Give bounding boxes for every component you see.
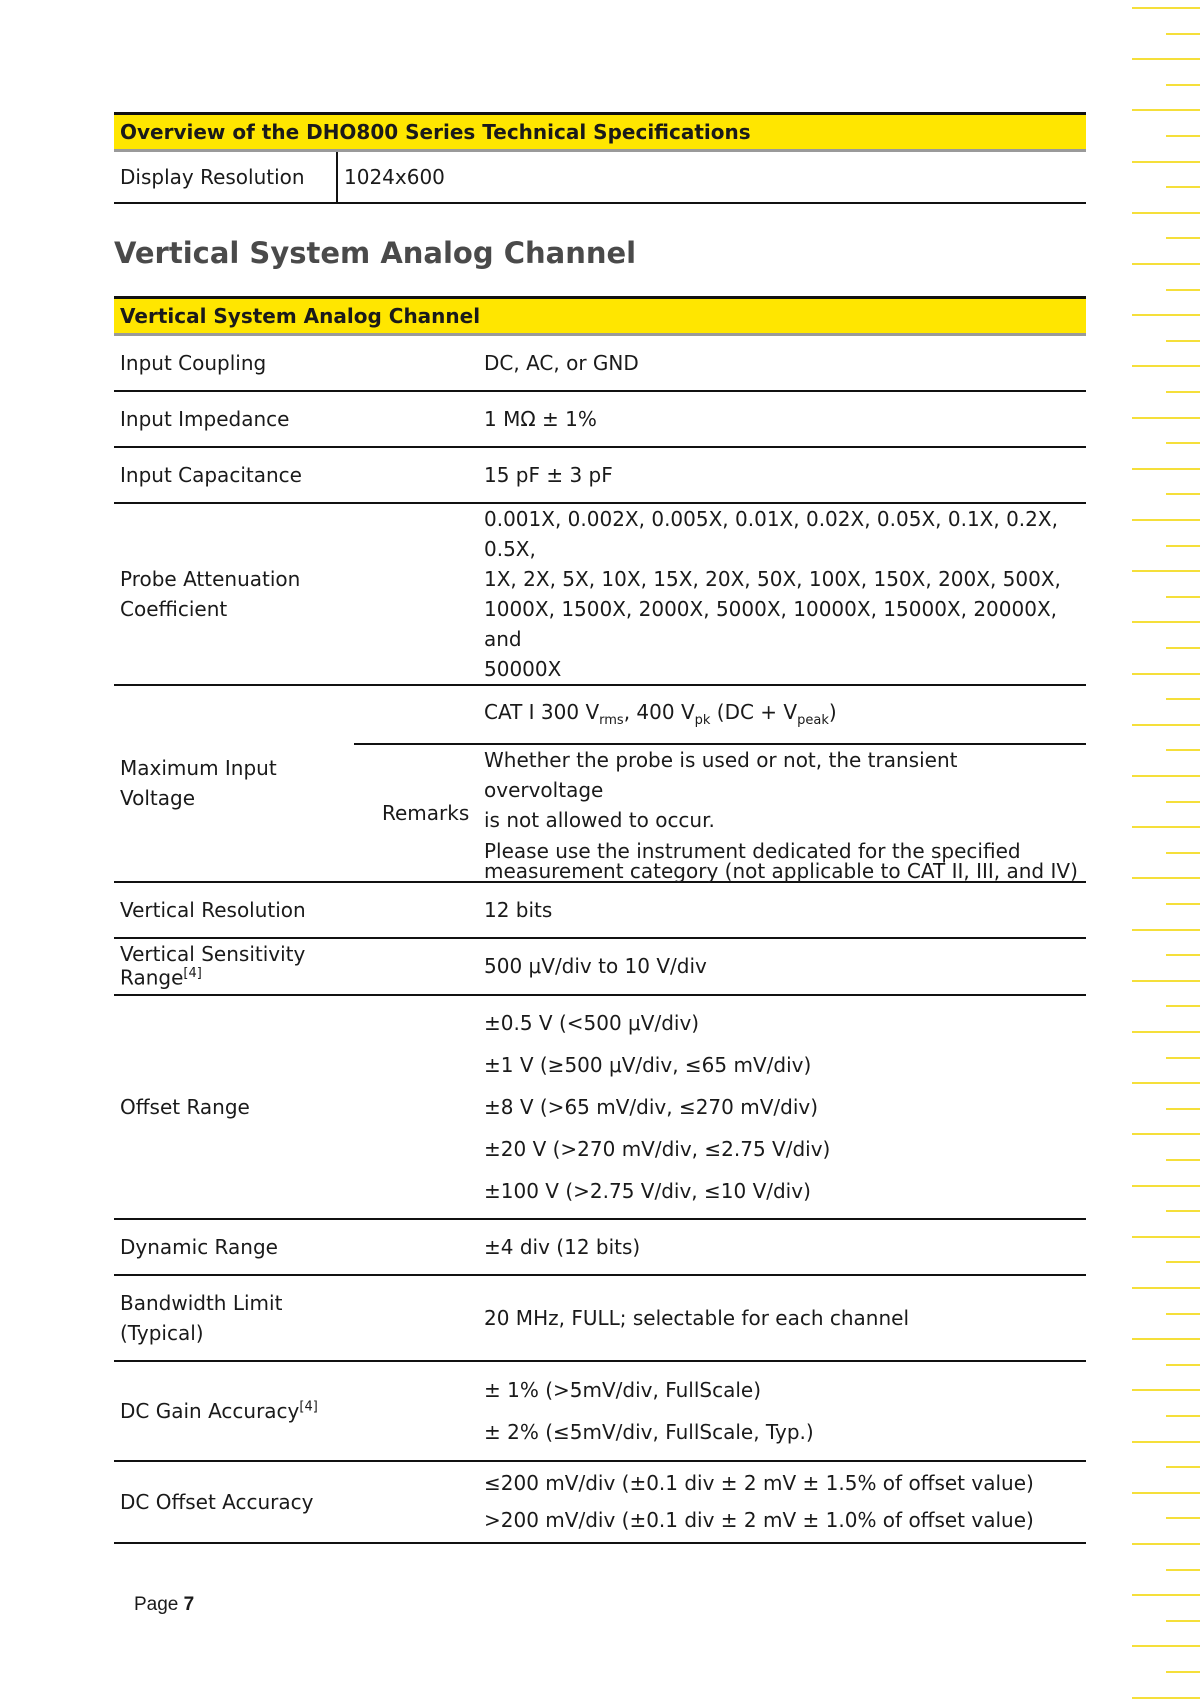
ruler-tick (1166, 1466, 1200, 1468)
spec-label (114, 685, 354, 882)
overview-table (114, 112, 1086, 204)
spec-label: Input Capacitance (114, 447, 478, 503)
spec-label: Input Impedance (114, 391, 478, 447)
spec-label (114, 1361, 478, 1461)
label-line: (Typical) (120, 1320, 204, 1345)
ruler-tick (1166, 596, 1200, 598)
ruler-tick (1132, 417, 1200, 419)
ruler-tick (1166, 1210, 1200, 1212)
table-row (114, 1361, 1086, 1461)
ruler-tick (1166, 135, 1200, 137)
ruler-tick (1166, 1620, 1200, 1622)
ruler-tick (1132, 673, 1200, 675)
ruler-tick (1166, 903, 1200, 905)
ruler-tick (1166, 749, 1200, 751)
spec-value: 1024x600 (337, 151, 1086, 203)
table-row (114, 335, 1086, 391)
table-row (114, 503, 1086, 685)
edge-ruler-decoration (1128, 0, 1200, 1697)
table-row (114, 938, 1086, 995)
ruler-tick (1166, 1313, 1200, 1315)
table-row (114, 447, 1086, 503)
value-line: Please use the instrument dedicated for the specified (484, 838, 1021, 863)
value-line: 50000X (484, 656, 562, 681)
ruler-tick (1132, 1338, 1200, 1340)
table-row (114, 1461, 1086, 1543)
cat-prefix: CAT I 300 V (484, 700, 600, 724)
ruler-tick (1132, 1031, 1200, 1033)
ruler-tick (1132, 826, 1200, 828)
ruler-tick (1166, 1057, 1200, 1059)
spec-label: DC Offset Accuracy (114, 1461, 478, 1543)
label-line: Voltage (120, 786, 196, 810)
label-line: Coefficient (120, 596, 228, 621)
value-line: is not allowed to occur. (484, 807, 715, 832)
value-line: ±100 V (>2.75 V/div, ≤10 V/div) (484, 1178, 811, 1203)
table-row (114, 1275, 1086, 1361)
ruler-tick (1166, 340, 1200, 342)
value-line: ±8 V (>65 mV/div, ≤270 mV/div) (484, 1094, 819, 1119)
ruler-tick (1132, 1287, 1200, 1289)
ruler-tick (1132, 724, 1200, 726)
ruler-tick (1166, 493, 1200, 495)
spec-label: Dynamic Range (114, 1219, 478, 1275)
label-line: Vertical Sensitivity (120, 942, 306, 967)
spec-value: DC, AC, or GND (478, 335, 1086, 391)
ruler-tick (1132, 1441, 1200, 1443)
ruler-tick (1132, 109, 1200, 111)
ruler-tick (1132, 519, 1200, 521)
ruler-tick (1166, 698, 1200, 700)
ruler-tick (1166, 545, 1200, 547)
ruler-tick (1132, 570, 1200, 572)
ruler-tick (1132, 1133, 1200, 1135)
ruler-tick (1166, 237, 1200, 239)
ruler-tick (1132, 980, 1200, 982)
ruler-tick (1166, 391, 1200, 393)
ruler-tick (1132, 1492, 1200, 1494)
overview-header-text: Overview of the DHO800 Series Technical Specifications (114, 114, 1086, 151)
spec-label: Input Coupling (114, 335, 478, 391)
ruler-tick (1166, 954, 1200, 956)
value-line: ±0.5 V (<500 μV/div) (484, 1010, 700, 1035)
ruler-tick (1166, 1415, 1200, 1417)
vertical-system-table (114, 296, 1086, 1544)
table-row (114, 995, 1086, 1219)
spec-value: 12 bits (478, 882, 1086, 938)
spec-value (478, 1361, 1086, 1461)
ruler-tick (1166, 186, 1200, 188)
spec-value (478, 503, 1086, 685)
value-line: ± 2% (≤5mV/div, FullScale, Typ.) (484, 1419, 814, 1444)
table-row (114, 882, 1086, 938)
cat-sub-peak: peak (797, 713, 829, 728)
spec-value (478, 685, 1086, 744)
value-line: ≤200 mV/div (±0.1 div ± 2 mV ± 1.5% of offset value) (484, 1470, 1034, 1495)
spec-value: 1 MΩ ± 1% (478, 391, 1086, 447)
ruler-tick (1166, 289, 1200, 291)
ruler-tick (1166, 442, 1200, 444)
spec-value: 15 pF ± 3 pF (478, 447, 1086, 503)
ruler-tick (1132, 1594, 1200, 1596)
spec-value (478, 995, 1086, 1219)
ruler-tick (1132, 263, 1200, 265)
vertical-table-header (114, 298, 1086, 335)
spec-label (114, 503, 478, 685)
table-row (114, 685, 1086, 744)
footnote-ref: [4] (183, 966, 202, 982)
ruler-tick (1166, 84, 1200, 86)
ruler-tick (1166, 1671, 1200, 1673)
section-heading: Vertical System Analog Channel (114, 236, 637, 270)
label-text: Range (120, 965, 184, 990)
label-line: Maximum Input (120, 756, 277, 780)
spec-label: Vertical Resolution (114, 882, 478, 938)
ruler-tick (1132, 1543, 1200, 1545)
value-line: 0.001X, 0.002X, 0.005X, 0.01X, 0.02X, 0.05X, 0.1X, 0.2X, 0.5X, (484, 506, 1058, 561)
table-row (114, 391, 1086, 447)
ruler-tick (1132, 1645, 1200, 1647)
value-line: ±20 V (>270 mV/div, ≤2.75 V/div) (484, 1136, 831, 1161)
cat-end: ) (828, 700, 837, 724)
ruler-tick (1132, 468, 1200, 470)
value-line: Whether the probe is used or not, the transient overvoltage (484, 747, 958, 802)
cat-mid2: (DC + V (710, 700, 798, 724)
spec-label: Display Resolution (114, 151, 337, 203)
ruler-tick (1166, 801, 1200, 803)
value-line: ±1 V (≥500 μV/div, ≤65 mV/div) (484, 1052, 812, 1077)
ruler-tick (1166, 1005, 1200, 1007)
label-line (120, 964, 472, 988)
label-line: Bandwidth Limit (120, 1290, 283, 1315)
ruler-tick (1166, 33, 1200, 35)
value-line: ± 1% (>5mV/div, FullScale) (484, 1377, 762, 1402)
ruler-tick (1132, 365, 1200, 367)
ruler-tick (1132, 1236, 1200, 1238)
spec-value: ±4 div (12 bits) (478, 1219, 1086, 1275)
value-line: 1X, 2X, 5X, 10X, 15X, 20X, 50X, 100X, 150X, 200X, 500X, (484, 566, 1061, 591)
overview-table-header (114, 114, 1086, 151)
spec-value (478, 1461, 1086, 1543)
ruler-tick (1166, 1517, 1200, 1519)
cat-mid: , 400 V (623, 700, 695, 724)
value-line: measurement category (not applicable to CAT II, III, and IV) (484, 858, 1078, 883)
ruler-tick (1132, 1185, 1200, 1187)
spec-label: Offset Range (114, 995, 478, 1219)
page-footer (134, 1594, 194, 1616)
footnote-ref: [4] (299, 1398, 318, 1414)
label-text: DC Gain Accuracy (120, 1398, 300, 1423)
page-number: 7 (183, 1594, 195, 1615)
ruler-tick (1132, 1082, 1200, 1084)
ruler-tick (1132, 1389, 1200, 1391)
ruler-tick (1132, 775, 1200, 777)
value-line: >200 mV/div (±0.1 div ± 2 mV ± 1.0% of offset value) (484, 1507, 1034, 1532)
ruler-tick (1132, 212, 1200, 214)
ruler-tick (1132, 7, 1200, 9)
ruler-tick (1166, 1159, 1200, 1161)
ruler-tick (1166, 852, 1200, 854)
cat-sub-pk: pk (694, 713, 711, 728)
spec-value: 500 μV/div to 10 V/div (478, 938, 1086, 995)
label-line: Probe Attenuation (120, 566, 301, 591)
ruler-tick (1132, 58, 1200, 60)
table-row (114, 1219, 1086, 1275)
value-line: 1000X, 1500X, 2000X, 5000X, 10000X, 15000X, 20000X, and (484, 596, 1058, 651)
ruler-tick (1132, 161, 1200, 163)
ruler-tick (1166, 1364, 1200, 1366)
ruler-tick (1166, 1108, 1200, 1110)
remarks-value (478, 744, 1086, 882)
ruler-tick (1166, 1261, 1200, 1263)
spec-label (114, 938, 478, 995)
remarks-label: Remarks (354, 744, 478, 882)
ruler-tick (1132, 877, 1200, 879)
page-label: Page (134, 1594, 179, 1615)
cat-sub-rms: rms (599, 713, 624, 728)
ruler-tick (1132, 314, 1200, 316)
spec-value: 20 MHz, FULL; selectable for each channel (478, 1275, 1086, 1361)
ruler-tick (1132, 929, 1200, 931)
spec-label (114, 1275, 478, 1361)
ruler-tick (1132, 621, 1200, 623)
ruler-tick (1166, 1569, 1200, 1571)
table-row (114, 151, 1086, 203)
ruler-tick (1166, 647, 1200, 649)
vertical-header-text: Vertical System Analog Channel (114, 298, 1086, 335)
